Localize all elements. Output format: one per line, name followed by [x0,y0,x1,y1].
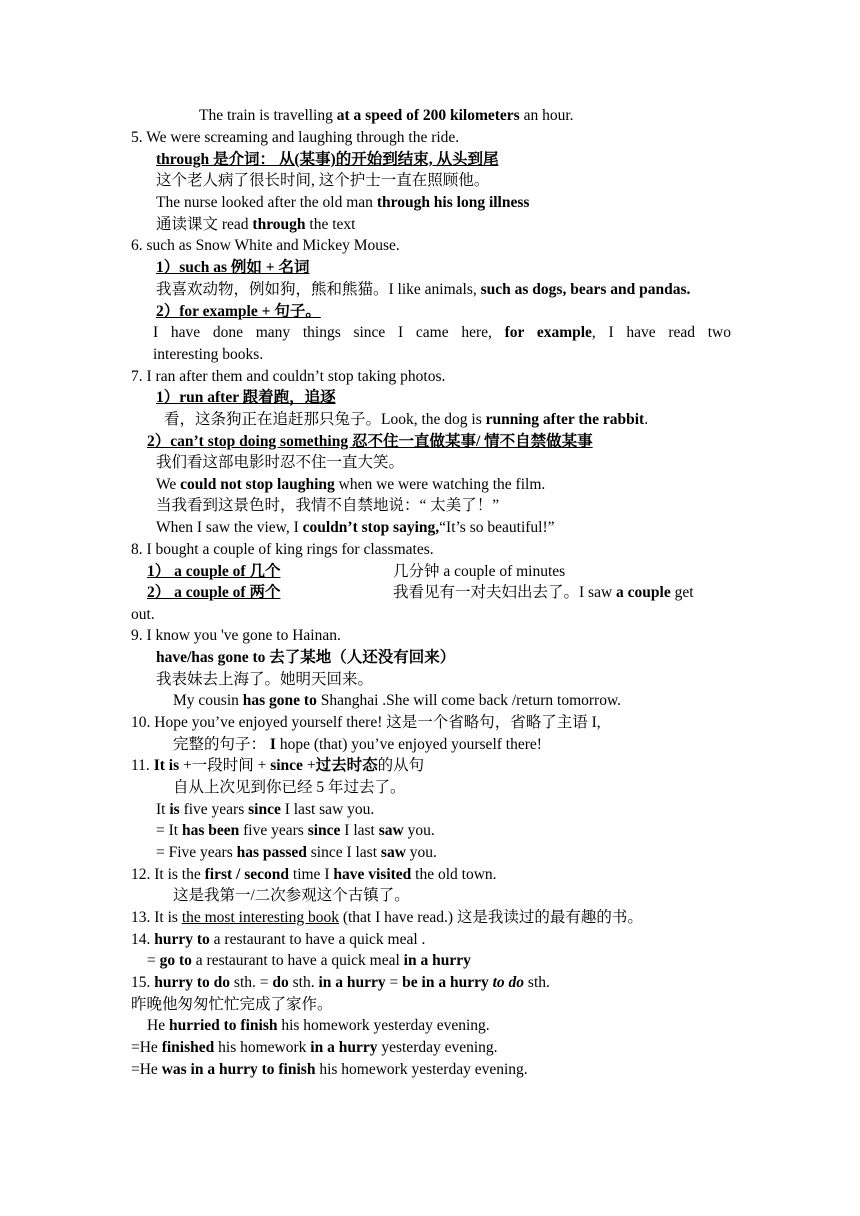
grammar-rule: 1） a couple of 几个 [147,563,281,580]
text-line: 当我看到这景色时，我情不自禁地说：“ 太美了！” [156,497,500,514]
item-6-heading: 6. such as Snow White and Mickey Mouse. [131,237,400,254]
item-9-heading: 9. I know you 've gone to Hainan. [131,627,341,644]
grammar-rule: 2）can’t stop doing something 忍不住一直做某事/ 情不自禁做某事 [147,433,593,450]
grammar-rule: 1）such as 例如 + 名词 [156,259,310,276]
text-line: I have done many things since I came here, for example, I have read two [153,324,732,341]
text-line: = It has been five years since I last saw you. [156,822,435,839]
text-line: interesting books. [153,346,264,363]
grammar-rule: 2） a couple of 两个 [147,584,281,601]
item-13-heading: 13. It is the most interesting book (that I have read.) 这是我读过的最有趣的书。 [131,909,643,926]
text-line: 我看见有一对夫妇出去了。I saw a couple get [393,584,694,601]
item-12-heading: 12. It is the first / second time I have visited the old town. [131,866,497,883]
item-15-heading: 15. hurry to do sth. = do sth. in a hurry = be in a hurry to do sth. [131,974,550,991]
item-11-heading: 11. It is +一段时间 + since +过去时态的从句 [131,757,425,774]
grammar-rule: 1）run after 跟着跑，追逐 [156,389,336,406]
text-line: 这个老人病了很长时间, 这个护士一直在照顾他。 [156,172,490,189]
item-7-heading: 7. I ran after them and couldn’t stop taking photos. [131,368,446,385]
text-line: = Five years has passed since I last saw you. [156,844,437,861]
text-line: =He finished his homework in a hurry yesterday evening. [131,1039,498,1056]
text-line: 通读课文 read through the text [156,216,356,233]
grammar-rule: have/has gone to 去了某地（人还没有回来） [156,649,456,666]
grammar-rule: through 是介词： 从(某事)的开始到结束, 从头到尾 [156,151,499,168]
text-line: 我喜欢动物，例如狗，熊和熊猫。I like animals, such as dogs, bears and pandas. [156,281,691,298]
text-line: 看，这条狗正在追赶那只兔子。Look, the dog is running after the rabbit. [164,411,649,428]
text-line: 我表妹去上海了。她明天回来。 [156,671,374,688]
item-8-heading: 8. I bought a couple of king rings for classmates. [131,541,434,558]
text-line: My cousin has gone to Shanghai .She will come back /return tomorrow. [173,692,622,709]
text-line: =He was in a hurry to finish his homework yesterday evening. [131,1061,528,1078]
text-line: 几分钟 a couple of minutes [393,563,566,580]
text-line: He hurried to finish his homework yesterday evening. [147,1017,490,1034]
text-line: 昨晚他匆匆忙忙完成了家作。 [131,996,333,1013]
item-5-heading: 5. We were screaming and laughing through the ride. [131,129,460,146]
item-14-heading: 14. hurry to a restaurant to have a quick meal . [131,931,426,948]
text-line: 我们看这部电影时忍不住一直大笑。 [156,454,405,471]
text-line: 完整的句子： I hope (that) you’ve enjoyed yourself there! [173,736,542,753]
text-line: The train is travelling at a speed of 200 kilometers an hour. [199,107,574,124]
text-line: = go to a restaurant to have a quick meal in a hurry [147,952,471,969]
item-10-heading: 10. Hope you’ve enjoyed yourself there! 这是一个省略句，省略了主语 I, [131,714,601,731]
text-line: When I saw the view, I couldn’t stop saying,“It’s so beautiful!” [156,519,555,536]
text-line: 这是我第一/二次参观这个古镇了。 [173,887,410,904]
text-line: 自从上次见到你已经 5 年过去了。 [173,779,406,796]
grammar-rule: 2）for example + 句子。 [156,303,321,320]
text-line: We could not stop laughing when we were watching the film. [156,476,546,493]
text-line: out. [131,606,155,623]
text-line: It is five years since I last saw you. [156,801,375,818]
text-line: The nurse looked after the old man through his long illness [156,194,530,211]
